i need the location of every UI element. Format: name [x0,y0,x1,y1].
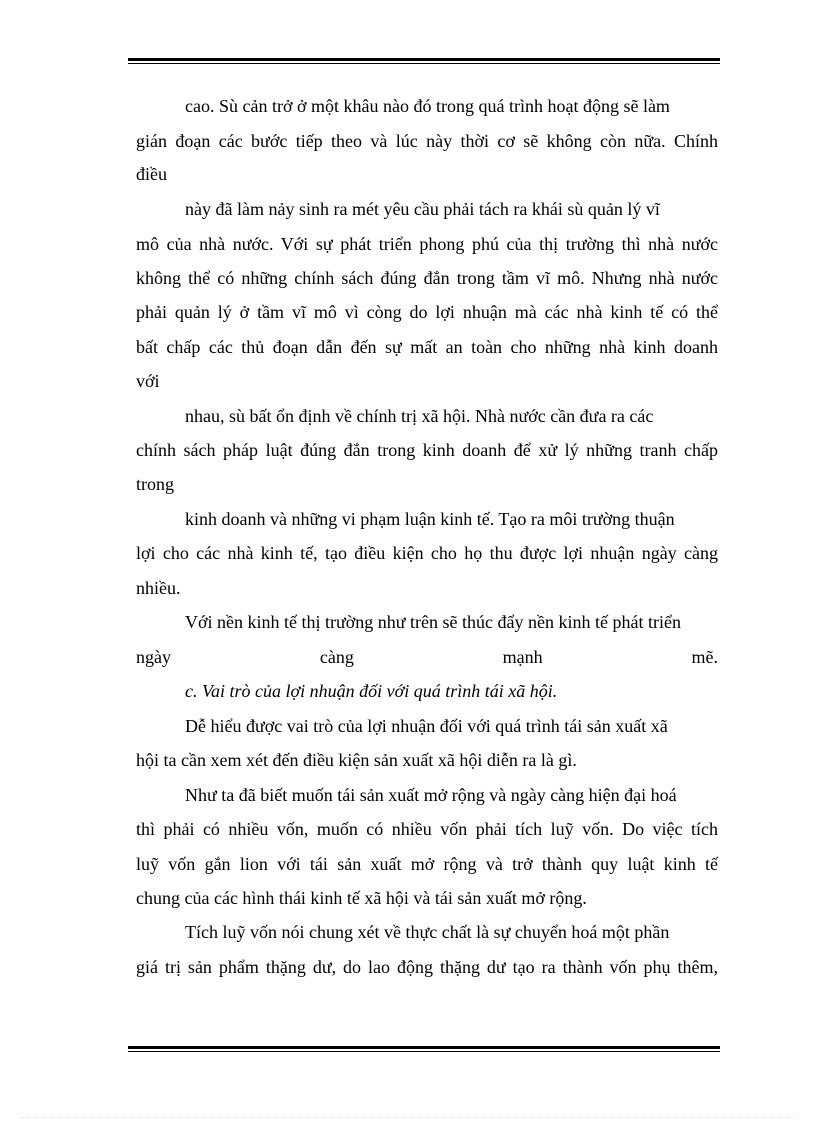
text-line: không thể có những chính sách đúng đắn trong tầm vĩ mô. Nhưng nhà nước [136,268,718,288]
text-line: gián đoạn các bước tiếp theo và lúc này thời cơ sẽ không còn nữa. Chính [136,131,718,151]
text-line: ngày càng mạnh mẽ. [136,647,718,667]
header-double-rule [128,58,720,64]
text-line: mô của nhà nước. Với sự phát triển phong phú của thị trường thì nhà nước [136,234,718,254]
section-heading: c. Vai trò của lợi nhuận đối với quá trình tái xã hội. [185,681,558,701]
text-line: Như ta đã biết muốn tái sản xuất mở rộng và ngày càng hiện đại hoá [185,785,677,805]
text-line: trong [136,474,174,494]
text-line: Tích luỹ vốn nói chung xét về thực chất là sự chuyển hoá một phần [185,922,670,942]
text-line: thì phải có nhiều vốn, muốn có nhiều vốn phải tích luỹ vốn. Do việc tích [136,819,718,839]
text-line: luỹ vốn gắn lion với tái sản xuất mở rộng và trở thành quy luật kinh tế [136,854,718,874]
page-edge-dotted-line [20,1117,796,1118]
footer-double-rule [128,1046,720,1052]
text-line: giá trị sản phẩm thặng dư, do lao động thặng dư tạo ra thành vốn phụ thêm, [136,957,718,977]
text-line: Với nền kinh tế thị trường như trên sẽ thúc đẩy nền kinh tế phát triển [185,612,681,632]
text-line: cao. Sù cản trở ở một khâu nào đó trong quá trình hoạt động sẽ làm [185,96,670,116]
text-line: chính sách pháp luật đúng đắn trong kinh doanh để xử lý những tranh chấp [136,440,718,460]
text-line: Dễ hiểu được vai trò của lợi nhuận đối với quá trình tái sản xuất xã [185,716,668,736]
text-line: bất chấp các thủ đoạn dẫn đến sự mất an toàn cho những nhà kinh doanh [136,337,718,357]
text-line: phải quản lý ở tầm vĩ mô vì còng do lợi nhuận mà các nhà kinh tế có thể [136,302,718,322]
text-line: hội ta cần xem xét đến điều kiện sản xuất xã hội diễn ra là gì. [136,750,577,770]
text-line: điều [136,164,167,184]
text-line: kinh doanh và những vi phạm luận kinh tế. Tạo ra môi trường thuận [185,509,675,529]
text-line: này đã làm nảy sinh ra mét yêu cầu phải tách ra khái sù quản lý vĩ [185,199,660,219]
text-line: chung của các hình thái kinh tế xã hội và tái sản xuất mở rộng. [136,888,587,908]
text-line: nhau, sù bất ổn định về chính trị xã hội. Nhà nước cần đưa ra các [185,406,654,426]
text-line: với [136,371,160,391]
text-line: lợi cho các nhà kinh tế, tạo điều kiện cho họ thu được lợi nhuận ngày càng [136,543,718,563]
text-line: nhiều. [136,578,181,598]
